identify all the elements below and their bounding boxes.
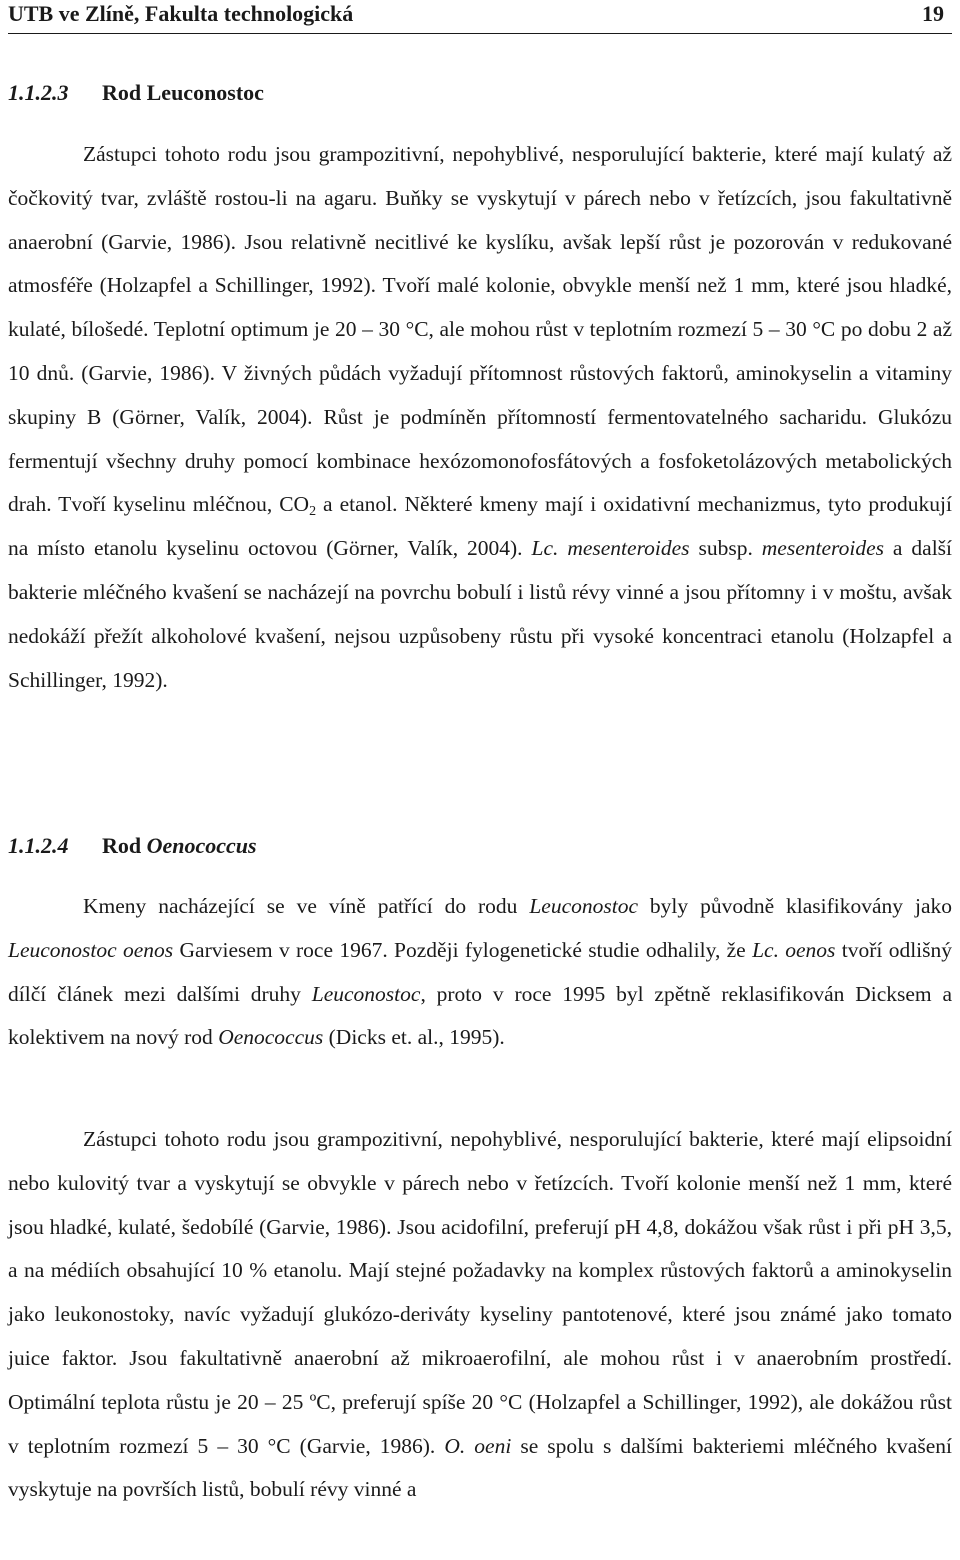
text-run: (Dicks et. al., 1995). <box>323 1025 505 1050</box>
document-page <box>8 0 953 1502</box>
italic-run: mesenteroides <box>567 536 690 561</box>
text-run: tvoří odlišný dílčí článek mezi dalšími druhy <box>8 937 953 1006</box>
text-run: Kmeny nacházející se ve víně patřící do rodu <box>83 894 530 918</box>
text-run: subsp. <box>689 536 762 561</box>
text-run: a další bakterie mléčného kvašení se nacházejí na povrchu bobulí i listů révy vinné a jsou přítomny i v moštu, avšak nedokáží přežít alkoholové kvašení, nejsou uzpůsobeny růstu při vysoké koncentraci etanolu (Holzapfel a Schillinger, 1992). <box>8 536 953 692</box>
italic-run: Leuconostoc oenos <box>8 937 174 962</box>
text-run: , proto v roce 1995 byl zpětně reklasifikován Dicksem a kolektivem na nový rod <box>8 981 953 1050</box>
italic-run: Oenococcus <box>218 1025 324 1050</box>
section-number: 1.1.2.3 <box>8 80 69 105</box>
italic-run: Lc. <box>531 536 559 561</box>
text-run <box>558 536 567 560</box>
section-label: Rod <box>102 80 142 105</box>
section-number: 1.1.2.4 <box>8 833 69 858</box>
page-number: 19 <box>922 1 944 26</box>
text-run: se spolu s dalšími bakteriemi mléčného kvašení vyskytuje na površích listů, bobulí révy vinné a <box>8 1433 952 1502</box>
section-genus: Leuconostoc <box>146 80 264 105</box>
italic-run: Lc. oenos <box>752 937 836 962</box>
header-rule <box>8 33 952 34</box>
italic-run: mesenteroides <box>761 536 884 561</box>
italic-run: Leuconostoc <box>311 981 421 1006</box>
italic-run: O. oeni <box>444 1433 512 1458</box>
running-header <box>8 0 952 31</box>
text-run: Garviesem v roce 1967. Později fylogenetické studie odhalily, že <box>173 937 753 962</box>
text-run: a etanol. Některé kmeny mají i oxidativní mechanizmus, tyto produkují na místo etanolu kyselinu octovou (Görner, Valík, 2004). <box>8 492 952 561</box>
header-title: UTB ve Zlíně, Fakulta technologická <box>8 1 354 26</box>
subscript: 2 <box>309 504 317 520</box>
section-heading-oenococcus <box>8 833 257 859</box>
section-label: Rod <box>102 833 142 858</box>
text-run: byly původně klasifikovány jako <box>638 894 952 918</box>
section-heading-leuconostoc <box>8 80 264 106</box>
text-run: Zástupci tohoto rodu jsou grampozitivní, nepohyblivé, nesporulující bakterie, které mají kulatý až čočkovitý tvar, zvláště rostou-li na agaru. Buňky se vyskytují v párech nebo v řetízcích, jsou fakultativně anaerobní (Garvie, 1986). Jsou relativně necitlivé ke kyslíku, avšak lepší růst je pozorován v redukované atmosféře (Holzapfel a Schillinger, 1992). Tvoří malé kolonie, obvykle menší než 1 mm, které jsou hladké, kulaté, bílošedé. Teplotní optimum je 20 – 30 °C, ale mohou růst v teplotním rozmezí 5 – 30 °C po dobu 2 až 10 dnů. (Garvie, 1986). V živných půdách vyžadují přítomnost růstových faktorů, aminokyselin a vitaminy skupiny B (Görner, Valík, 2004). Růst je podmíněn přítomností fermentovatelného sacharidu. Glukózu fermentují všechny druhy pomocí kombinace hexózomonofosfátových a fosfoketolázových metabolických drah. Tvoří kyselinu mléčnou, CO <box>8 142 952 517</box>
italic-run: Leuconostoc <box>529 894 639 918</box>
paragraph-oenococcus-history <box>8 885 952 1060</box>
paragraph-oenococcus-description <box>8 1118 952 1512</box>
text-run: Zástupci tohoto rodu jsou grampozitivní, nepohyblivé, nesporulující bakterie, které mají elipsoidní nebo kulovitý tvar a vyskytují se obvykle v párech nebo v řetízcích. Tvoří kolonie menší než 1 mm, které jsou hladké, kulaté, šedobílé (Garvie, 1986). Jsou acidofilní, preferují pH 4,8, dokážou však růst i při pH 3,5, a na médiích obsahující 10 % etanolu. Mají stejné požadavky na komplex růstových faktorů a aminokyselin jako leukonostoky, navíc vyžadují glukózo-deriváty kyseliny pantotenové, které jsou známé jako tomato juice faktor. Jsou fakultativně anaerobní až mikroaerofilní, ale mohou růst i v anaerobním prostředí. Optimální teplota růstu je 20 – 25 ºC, preferují spíše 20 °C (Holzapfel a Schillinger, 1992), ale dokážou růst v teplotním rozmezí 5 – 30 °C (Garvie, 1986). <box>8 1127 952 1458</box>
paragraph-leuconostoc <box>8 133 952 702</box>
section-genus: Oenococcus <box>146 833 257 858</box>
